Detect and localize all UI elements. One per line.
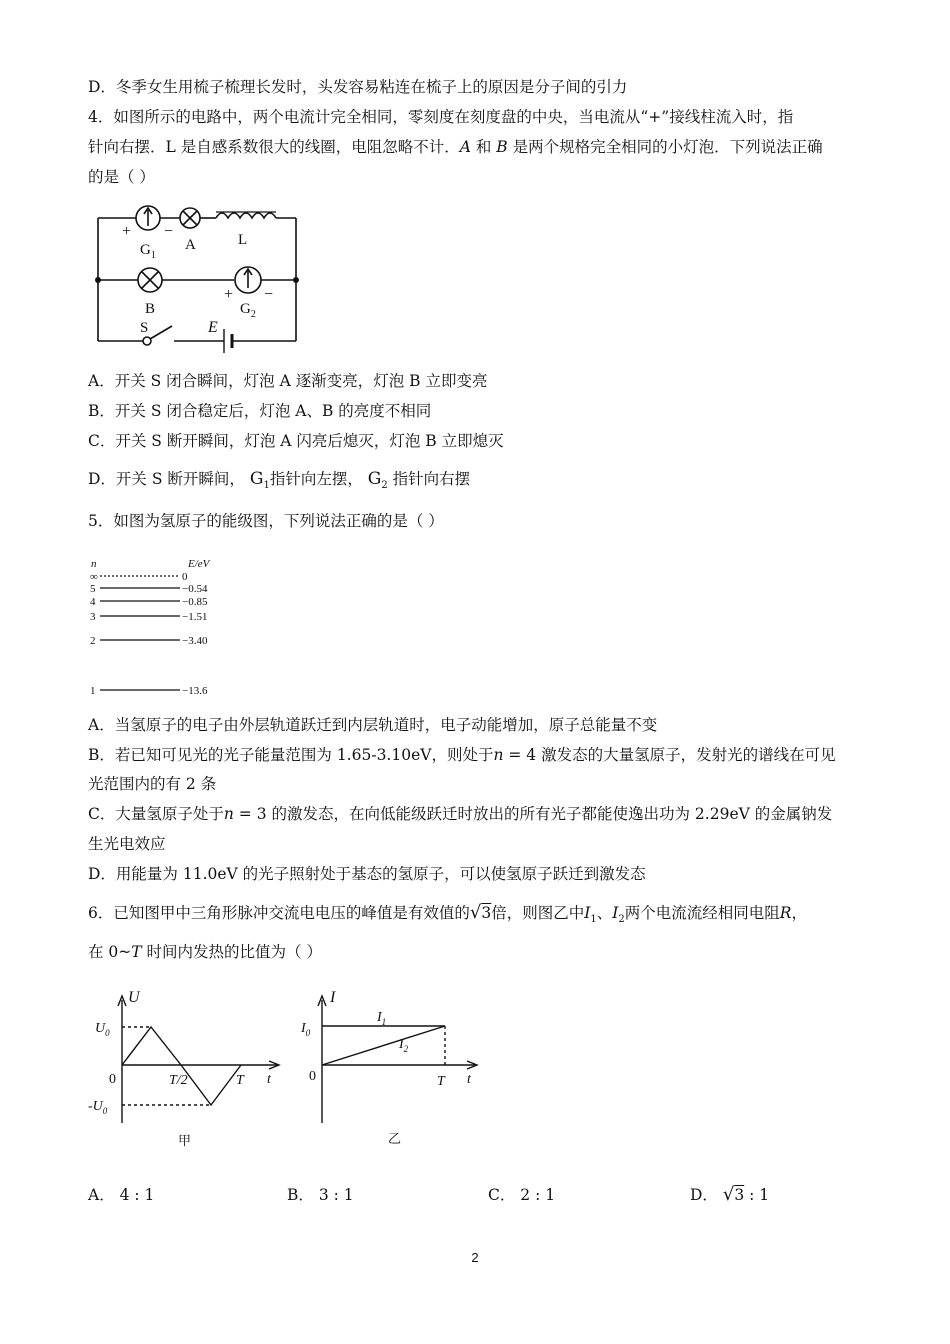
q6-option-a: A． 4 : 1 [88, 1186, 155, 1204]
q6-figure-jia [85, 988, 285, 1148]
circuit-lamp-a-label: A [185, 237, 196, 253]
q3-option-d: D．冬季女生用梳子梳理长发时，头发容易粘连在梳子上的原因是分子间的引力 [88, 78, 628, 96]
energy-n-header: n [91, 558, 97, 570]
yi-origin-label: 0 [309, 1069, 316, 1084]
q4-option-a: A．开关 S 闭合瞬间，灯泡 A 逐渐变亮，灯泡 B 立即变亮 [88, 372, 488, 390]
circuit-minus-label-2: − [264, 286, 274, 303]
energy-level-e-label: 0 [182, 571, 188, 583]
circuit-plus-label-1: + [122, 223, 132, 240]
energy-level-n-label: 1 [90, 685, 96, 697]
jia-neg-u0-label: $-U_0$ [88, 1099, 108, 1116]
yi-caption: 乙 [388, 1131, 402, 1146]
jia-origin-label: 0 [109, 1072, 116, 1087]
energy-level-e-label: −0.85 [182, 596, 208, 608]
q5-option-b-line2: 光范围内的有 2 条 [88, 775, 217, 793]
energy-level-e-label: −1.51 [182, 611, 208, 623]
energy-level-e-label: −3.40 [182, 635, 208, 647]
q5-option-c-line2: 生光电效应 [88, 835, 166, 853]
jia-t-axis-label: t [267, 1072, 271, 1087]
q6-stem-line1: 6．已知图甲中三角形脉冲交流电电压的峰值是有效值的√3倍，则图乙中$I_1$、$I_2$两个电流流经相同电阻R， [88, 902, 807, 926]
energy-level-n-label: 5 [90, 583, 96, 595]
q5-option-c: C．大量氢原子处于n = 3 的激发态，在向低能级跃迁时放出的所有光子都能使逸出功为 2.29eV 的金属钠发 [88, 805, 833, 823]
energy-level-n-label: 2 [90, 635, 96, 647]
q4-option-b: B．开关 S 闭合稳定后，灯泡 A、B 的亮度不相同 [88, 402, 432, 420]
q6-stem-line2: 在 0~T 时间内发热的比值为（ ） [88, 943, 322, 961]
circuit-plus-label-2: + [224, 286, 234, 303]
q5-stem: 5．如图为氢原子的能级图，下列说法正确的是（ ） [88, 512, 444, 530]
jia-caption: 甲 [178, 1133, 192, 1148]
energy-level-n-label: ∞ [90, 571, 98, 583]
q4-stem-line3: 的是（ ） [88, 168, 155, 186]
q5-energy-level-diagram [88, 556, 238, 701]
yi-i0-label: $I_0$ [301, 1021, 311, 1038]
energy-e-header: E/eV [188, 558, 210, 570]
jia-t-full-label: T [236, 1073, 244, 1088]
energy-level-n-label: 3 [90, 611, 96, 623]
yi-i2-label: $I_2$ [399, 1037, 409, 1054]
q6-option-d: D． √3 : 1 [690, 1184, 770, 1205]
jia-t-half-label: T/2 [169, 1073, 188, 1088]
yi-i1-label: $I_1$ [377, 1010, 387, 1027]
yi-y-label: I [330, 989, 336, 1006]
q5-option-a: A．当氢原子的电子由外层轨道跃迁到内层轨道时，电子动能增加，原子总能量不变 [88, 716, 658, 734]
circuit-minus-label-1: − [164, 223, 174, 240]
q6-option-b: B． 3 : 1 [287, 1186, 354, 1204]
q5-option-d: D．用能量为 11.0eV 的光子照射处于基态的氢原子，可以使氢原子跃迁到激发态 [88, 865, 646, 883]
yi-t-axis-label: t [467, 1072, 471, 1087]
q4-option-c: C．开关 S 断开瞬间，灯泡 A 闪亮后熄灭，灯泡 B 立即熄灭 [88, 432, 504, 450]
q5-option-b: B．若已知可见光的光子能量范围为 1.65-3.10eV，则处于n = 4 激发态的大量氢原子，发射光的谱线在可见 [88, 746, 836, 764]
circuit-battery-label: E [208, 319, 218, 336]
circuit-lamp-b-label: B [145, 301, 156, 317]
q4-option-d: D．开关 S 断开瞬间， $G_1$指针向左摆， $G_2$ 指针向右摆 [88, 469, 471, 492]
q4-circuit-diagram [88, 196, 308, 366]
circuit-g1-label: $G_1$ [140, 242, 156, 261]
energy-level-e-label: −0.54 [182, 583, 208, 595]
q6-figure-yi [295, 988, 485, 1148]
q4-stem-line1: 4．如图所示的电路中，两个电流计完全相同，零刻度在刻度盘的中央，当电流从“+”接线柱流入时，指 [88, 108, 794, 126]
energy-level-e-label: −13.6 [182, 685, 208, 697]
jia-y-label: U [128, 989, 140, 1006]
yi-t-full-label: T [437, 1074, 445, 1089]
q6-option-c: C． 2 : 1 [488, 1186, 556, 1204]
circuit-switch-label: S [140, 320, 149, 336]
q4-stem-line2: 针向右摆．L 是自感系数很大的线圈，电阻忽略不计．A 和 B 是两个规格完全相同的小灯泡．下列说法正确 [88, 138, 823, 156]
jia-u0-label: $U_0$ [95, 1021, 110, 1038]
circuit-inductor-label: L [238, 232, 248, 248]
energy-level-n-label: 4 [90, 596, 96, 608]
page-number: 2 [471, 1250, 479, 1265]
circuit-g2-label: $G_2$ [240, 301, 256, 320]
